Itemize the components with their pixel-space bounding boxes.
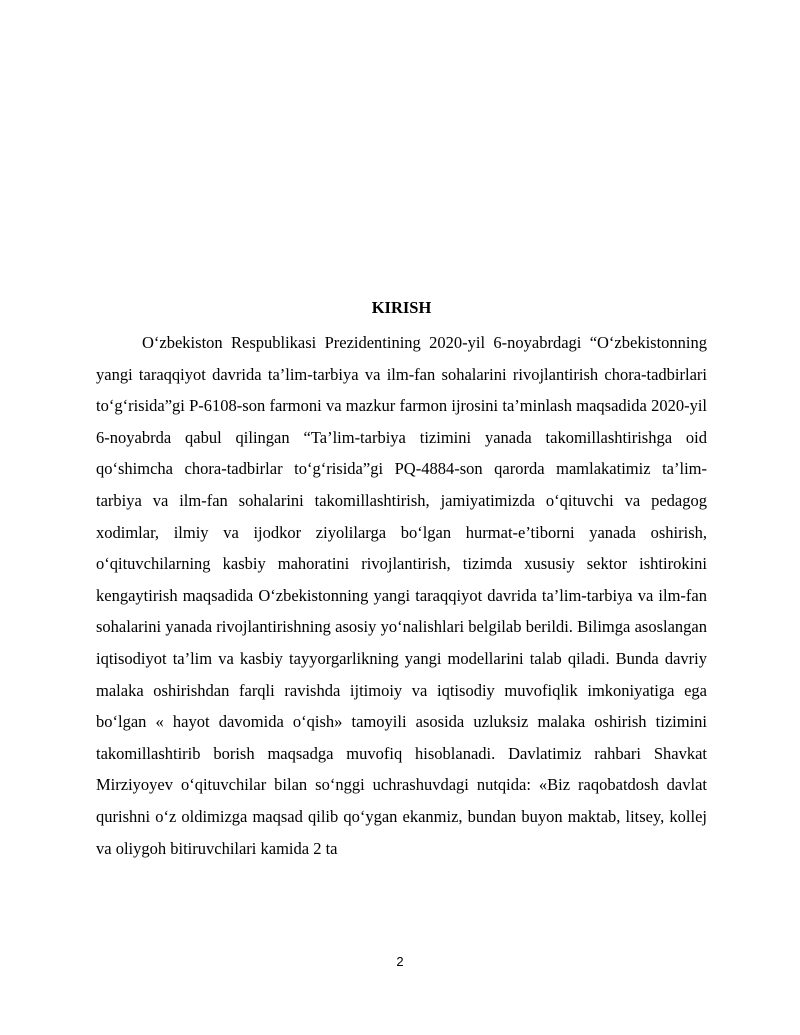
page-number: 2: [396, 954, 404, 969]
section-heading: KIRISH: [371, 298, 432, 317]
body-paragraph: O‘zbekiston Respublikasi Prezidentining 2020-yil 6-noyabrdagi “O‘zbekistonning yangi taraqqiyot davrida ta’lim-tarbiya va ilm-fan sohalarini rivojlantirish chora-tadbirlari to‘g‘risida”gi P-6108-son farmoni va mazkur farmon ijrosini ta’minlash maqsadida 2020-yil 6-noyabrda qabul qilingan “Ta’lim-tarbiya tizimini yanada takomillashtirishga oid qo‘shimcha chora-tadbirlar to‘g‘risida”gi PQ-4884-son qarorda mamlakatimiz ta’lim-tarbiya va ilm-fan sohalarini takomillashtirish, jamiyatimizda o‘qituvchi va pedagog xodimlar, ilmiy va ijodkor ziyolilarga bo‘lgan hurmat-e’tiborni yanada oshirish, o‘qituvchilarning kasbiy mahoratini rivojlantirish, tizimda xususiy sektor ishtirokini kengaytirish maqsadida O‘zbekistonning yangi taraqqiyot davrida ta’lim-tarbiya va ilm-fan sohalarini yanada rivojlantirishning asosiy yo‘nalishlari belgilab berildi. Bilimga asoslangan iqtisodiyot ta’lim va kasbiy tayyorgarlikning yangi modellarini talab qiladi. Bunda davriy malaka oshirishdan farqli ravishda ijtimoiy va iqtisodiy muvofiqlik imkoniyatiga ega bo‘lgan « hayot davomida o‘qish» tamoyili asosida uzluksiz malaka oshirish tizimini takomillashtirib borish maqsadga muvofiq hisoblanadi. Davlatimiz rahbari Shavkat Mirziyoyev o‘qituvchilar bilan so‘nggi uchrashuvdagi nutqida: «Biz raqobatdosh davlat qurishni o‘z oldimizga maqsad qilib qo‘ygan ekanmiz, bundan buyon maktab, litsey, kollej va oliygoh bitiruvchilari kamida 2 ta: [96, 333, 707, 858]
